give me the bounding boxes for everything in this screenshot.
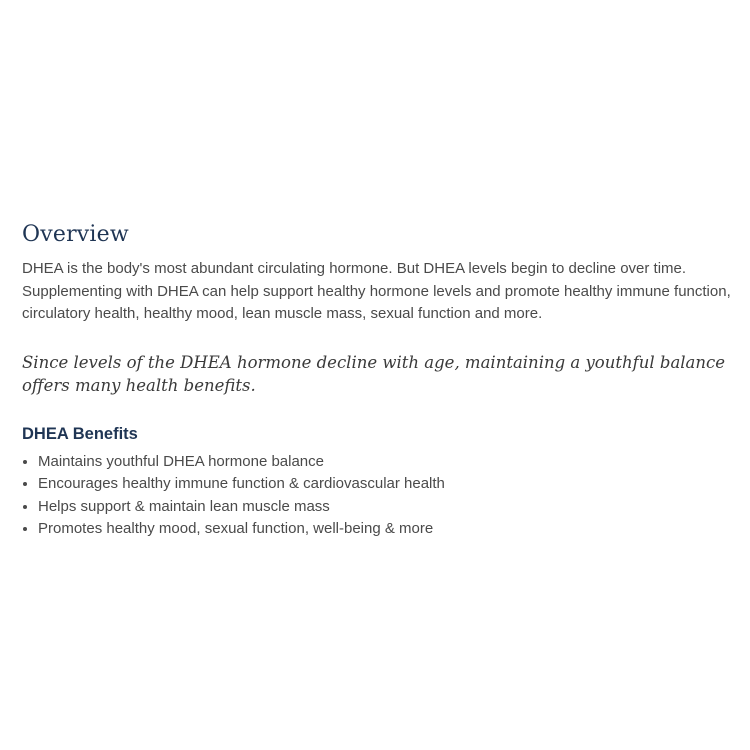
overview-heading: Overview: [22, 222, 129, 247]
list-item: [22, 451, 746, 474]
tagline-quote: Since levels of the DHEA hormone decline with age, maintaining a youthful balance offers many health benefits.: [22, 352, 726, 395]
benefit-text: Helps support & maintain lean muscle mass: [38, 497, 330, 515]
benefits-list: [22, 451, 746, 541]
list-item: [22, 518, 746, 541]
benefits-heading: DHEA Benefits: [22, 424, 138, 443]
list-item: [22, 496, 746, 519]
benefit-text: Promotes healthy mood, sexual function, well-being & more: [38, 520, 434, 537]
product-description: [22, 218, 746, 541]
benefit-text: Maintains youthful DHEA hormone balance: [38, 452, 324, 470]
list-item: [22, 473, 746, 496]
overview-paragraph: DHEA is the body's most abundant circulating hormone. But DHEA levels begin to decline over time. Supplementing with DHEA can help support healthy hormone levels and promote healthy immune function, circulatory health, healthy mood, lean muscle mass, sexual function and more.: [22, 260, 731, 322]
benefit-text: Encourages healthy immune function & cardiovascular health: [38, 475, 445, 492]
